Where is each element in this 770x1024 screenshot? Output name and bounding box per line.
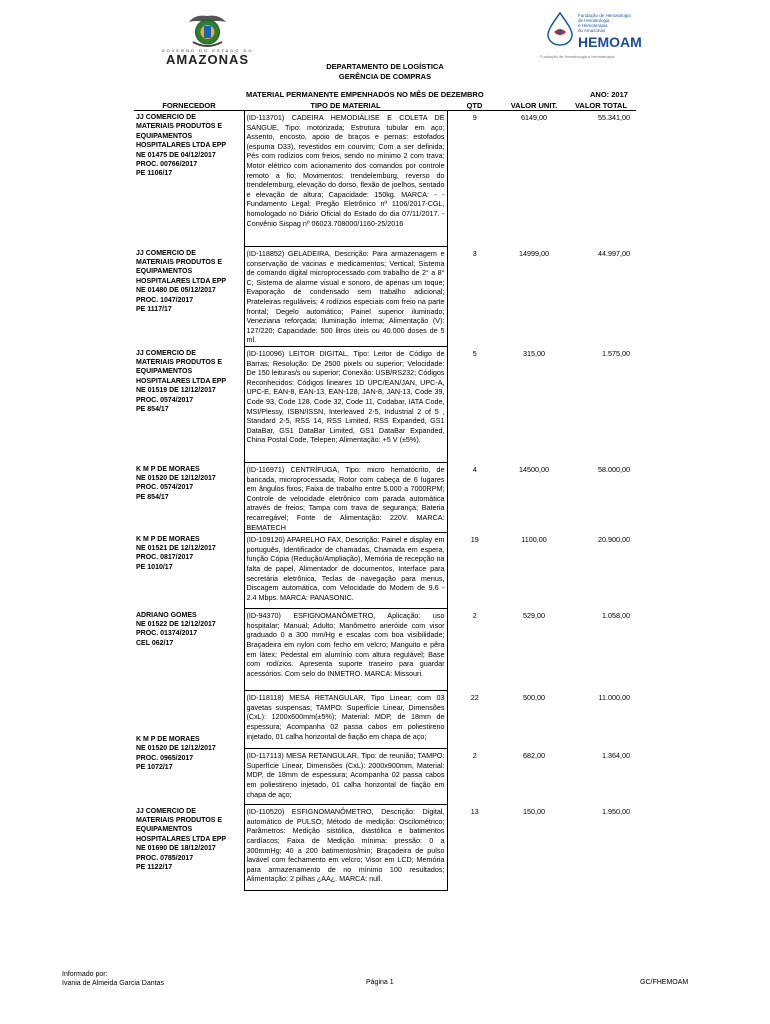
supplier-line: HOSPITALARES LTDA EPP [136,835,227,843]
table-row [134,347,636,463]
table-row [134,463,636,533]
state-name: AMAZONAS [165,52,250,67]
table-row [134,247,636,347]
supplier-cell [134,609,244,691]
unit-value-cell: 500,00 [523,692,545,702]
supplier-line: NE 01519 DE 12/12/2017 [136,387,216,395]
material-description: (ID-94370) ESFIGNOMANÔMETRO, Aplicação: uso hospitalar; Manual; Adulto; Manômetro aneróide com visor graduado 0 a 300 mm/Hg e escalas com boa visibilidade; Braçadeira em nylon com fecho em velcro; Manguito e pêra em látex; Pedestal em alumínio com altura regulável; Base com rodízios. Apresenta suporte traseiro para guardar acessórios. Com selo do INMETRO. MARCA: Missouri. [244,609,447,691]
table-row [134,609,636,691]
supplier-line: K M P DE MORAES [136,736,200,744]
informed-by-label: Informado por: [62,971,108,978]
supplier-line: EQUIPAMENTOS [136,826,193,834]
unit-value-cell: 14999,00 [519,248,549,258]
table-row [134,805,636,891]
qty-cell: 3 [472,248,477,258]
supplier-line: PROC. 01374/2017 [136,630,198,638]
unit-value-cell: 315,00 [523,348,545,358]
supplier-cell [134,347,244,463]
supplier-line: NE 01522 DE 12/12/2017 [136,621,216,629]
supplier-line: NE 01520 DE 12/12/2017 [136,474,216,482]
hemoam-subtitle: Fundação de Hematologia e Hemoterapia [540,54,615,59]
material-description: (ID-117113) MESA RETANGULAR, Tipo: de reunião; TAMPO: Superfície Linear, Dimensões (CxL): 2000x900mm, Material: MDP, de 18mm de espessura; Acompanha 02 passa cabos em poliestireno injetado, 01 calha horizontal de fiação em chapa de aço; [244,749,447,805]
supplier-cell [134,715,244,773]
qty-cell: 2 [472,610,477,620]
supplier-line: K M P DE MORAES [136,465,200,473]
unit-value-cell: 1100,00 [521,534,547,544]
state-line: GOVERNO DO ESTADO DO [161,48,254,53]
table-row [134,111,636,247]
supplier-cell [134,533,244,609]
header-supplier: FORNECEDOR [134,100,244,111]
unit-value-cell: 529,00 [523,610,545,620]
document-code: GC/FHEMOAM [640,979,689,986]
supplier-line: MATERIAIS PRODUTOS E [136,258,223,266]
supplier-line: K M P DE MORAES [136,535,200,543]
total-value-cell: 1.364,00 [602,750,630,760]
supplier-line: PE 1010/17 [136,563,173,571]
table-body [134,111,636,891]
supplier-line: PROC. 00766/2017 [136,161,198,169]
supplier-line: MATERIAIS PRODUTOS E [136,358,223,366]
supplier-line: JJ COMERCIO DE [136,114,196,121]
state-crest-icon [185,12,230,48]
supplier-line: PROC. 0574/2017 [136,396,194,404]
header-qty: QTD [447,100,502,111]
material-description: (ID-110520) ESFIGNOMANÔMETRO, Descrição: Digital, automático de PULSO; Método de medição: Oscilométrico; Parâmetros: Medição sistólica, diastólica e batimentos cardíacos; Faixa de Medição mínima: pressão: 0 a 300mmHg; 40 a 200 batimentos/min; Braçadeira de pulso lavável com fechamento em velcro; Visor em LCD; Memória para armazenamento de no mínimo 100 resultados; Alimentação: 2 pilhas ¿AA¿. MARCA: null. [244,805,447,891]
qty-cell: 2 [472,750,477,760]
supplier-line: EQUIPAMENTOS [136,368,193,376]
material-description: (ID-118118) MESA RETANGULAR, Tipo Linear; com 03 gavetas suspensas; TAMPO: Superfície Linear, Dimensões (CxL): 1200x600mm(±5%); Material: MDP, de 18mm de espessura; Acompanha 02 passa cabos em poliestireno injetado, 01 calha horizontal de fiação em chapa de aço; [244,691,447,749]
supplier-line: CEL 062/17 [136,639,174,647]
supplier-line: NE 01480 DE 05/12/2017 [136,287,216,295]
hemoam-wordmark: HEMOAM [578,34,642,50]
foundation-name [578,13,642,33]
supplier-line: JJ COMERCIO DE [136,349,196,357]
material-description: (ID-109120) APARELHO FAX, Descrição: Painel e display em português, Identificador de chamadas, Chamada em espera, função Cópia (Redução/Ampliação), Memória de recepção na falta de papel, Alimentador de documentos, Interface para secretária eletrônica, Teclas de navegação para menus, Discagem automática, com Velocidade do Modem de 9.6 - 2.4 Mbps. MARCA: PANASONIC. [244,533,447,609]
supplier-line: MATERIAIS PRODUTOS E [136,817,223,825]
unit-value-cell: 682,00 [523,750,545,760]
amazonas-state-logo [150,12,265,67]
supplier-line: NE 01520 DE 12/12/2017 [136,745,216,753]
table-header-row [134,100,636,111]
unit-value-cell: 150,00 [523,806,545,816]
header-total-value: VALOR TOTAL [566,100,636,111]
supplier-line: PE 854/17 [136,493,169,501]
total-value-cell: 20.900,00 [598,534,630,544]
supplier-line: PE 1122/17 [136,864,173,872]
total-value-cell: 55.341,00 [598,113,630,122]
supplier-cell [134,805,244,891]
unit-value-cell: 6149,00 [521,113,547,122]
informed-by [62,970,164,988]
unit-value-cell: 14500,00 [519,464,549,474]
header-material-type: TIPO DE MATERIAL [244,100,447,111]
supplier-line: JJ COMERCIO DE [136,249,196,257]
supplier-line: PROC. 1047/2017 [136,296,194,304]
total-value-cell: 11.000,00 [598,692,630,702]
foundation-line: do Amazonas [578,28,606,33]
material-description: (ID-113701) CADEIRA HEMODIÁLISE E COLETA DE SANGUE, Tipo: motorizada; Estrutura tubular em aço; Assento, encosto, apoio de braços e pernas: estofados (espuma D33), revestidos em courvim; Com a ser definida; Pés com rodízios com freios, sendo no mínimo 2 com trava; Motor elétrico com acionamento dos comandos por controle remoto a fio; Movimentos: trendelemburg, reverso do trendelemburg, elevação do dorso, flexão de joelhos, sentado e elevação de altura; Capacidade: 150kg. MARCA: - -Fundamento Legal: Pregão Eletrônico nº 1106/2017-CGL, homologado no Diário Oficial do Estado do dia 07/11/2017. -Convênio Sispag nº 06023.708000/1160-25/2016 [244,111,447,247]
supplier-line: PE 1117/17 [136,305,172,313]
supplier-line: PE 1072/17 [136,764,173,772]
supplier-line: ADRIANO GOMES [136,611,197,619]
material-description: (ID-110096) LEITOR DIGITAL, Tipo: Leitor de Código de Barras; Resolução: De 2500 pixels ou superior; Velocidade: De 150 leituras/s ou superior; Conexão: USB/RS232; Códigos Reconhecidos: Códigos lineares 1D UPC/EAN/JAN, UPC-A, UPC-E, EAN-8, EAN-13, EAN-128, JAN-8, JAN-13, Code 39, Code 93, Code 128, Code 32, Code 11, Codabar, IATA Code, MSI/Plessy, ISBN/ISSN, Interleaved 2-5, Industrial 2 of 5 , Standard 2-5, RSS 14, RSS Limited, RSS Expanded, GS1 DataBar, GS1 DataBar Limited, GS1 DataBar Expanded, China Postal Code, Telepen; Alimentação: +5 V (±5%). [244,347,447,463]
qty-cell: 22 [470,692,479,702]
report-year: ANO: 2017 [590,90,628,99]
material-description: (ID-118852) GELADEIRA, Descrição: Para armazenagem e conservação de vacinas e medicamentos; Vertical; Sistema de comando digital microprocessado com trabalho de 2° a 8° C; Sistema de alarme visual e sonoro, de apenas um toque; Evaporação de condensado sem trabalho adicional; Prateleiras reguláveis; 4 rodízios especiais com freio na parte frontal; Degelo automático; Painel superior iluminado; Veneziana reforçada; Iluminação interna; Alimentação (V): 127/220; Capacidade: 500 litros úteis ou 40.000 doses de 5 ml. [244,247,447,347]
foundation-line: de Hematologia [578,18,610,23]
qty-cell: 13 [470,806,479,816]
supplier-line: JJ COMERCIO DE [136,807,196,815]
supplier-line: NE 01690 DE 18/12/2017 [136,845,216,853]
total-value-cell: 1.950,00 [602,806,630,816]
hemoam-logo [540,10,640,62]
department-title: DEPARTAMENTO DE LOGÍSTICA [326,62,444,71]
supplier-line: PROC. 0965/2017 [136,754,194,762]
blood-drop-icon [542,10,578,46]
management-title: GERÊNCIA DE COMPRAS [338,72,432,81]
supplier-line: HOSPITALARES LTDA EPP [136,142,227,150]
qty-cell: 5 [472,348,477,358]
total-value-cell: 1.575,00 [602,348,630,358]
supplier-line: NE 01475 DE 04/12/2017 [136,151,216,159]
supplier-line: MATERIAIS PRODUTOS E [136,123,223,131]
materials-table [134,100,636,891]
total-value-cell: 58.000,00 [598,464,630,474]
supplier-line: EQUIPAMENTOS [136,268,193,276]
page-number: Página 1 [366,979,394,986]
total-value-cell: 1.058,00 [602,610,630,620]
supplier-line: HOSPITALARES LTDA EPP [136,277,227,285]
header-unit-value: VALOR UNIT. [502,100,566,111]
table-row [134,533,636,609]
qty-cell: 19 [470,534,479,544]
supplier-line: PE 854/17 [136,405,169,413]
supplier-line: NE 01521 DE 12/12/2017 [136,545,216,553]
qty-cell: 9 [472,113,477,122]
foundation-line: e Hemoterapia [578,23,608,28]
supplier-line: PROC. 0574/2017 [136,484,194,492]
supplier-line: EQUIPAMENTOS [136,132,193,140]
supplier-cell [134,247,244,347]
supplier-cell [134,463,244,533]
supplier-line: PROC. 0785/2017 [136,854,194,862]
supplier-line: PE 1106/17 [136,170,173,178]
qty-cell: 4 [472,464,477,474]
supplier-line: PROC. 0817/2017 [136,554,194,562]
report-title: MATERIAL PERMANENTE EMPENHADOS NO MÊS DE DEZEMBRO [246,90,484,99]
foundation-line: Fundação de Hematologia [578,13,631,18]
supplier-cell [134,111,244,247]
supplier-line: HOSPITALARES LTDA EPP [136,377,227,385]
material-description: (ID-116971) CENTRÍFUGA, Tipo: micro hematócrito, de bancada, microprocessada; Rotor com cabeça de 6 lugares em ângulos fixos; Faixa de trabalho entre 5.000 a 7000RPM; Controle de velocidade eletrônico com parada automática através de freios; Tampa com trava de segurança; Bateria recarregável; Fonte de Alimentação: 220V. MARCA: BEMATECH [244,463,447,533]
table-row [134,691,636,749]
informed-by-name: Ivania de Almeida Garcia Dantas [62,980,164,987]
total-value-cell: 44.997,00 [598,248,630,258]
